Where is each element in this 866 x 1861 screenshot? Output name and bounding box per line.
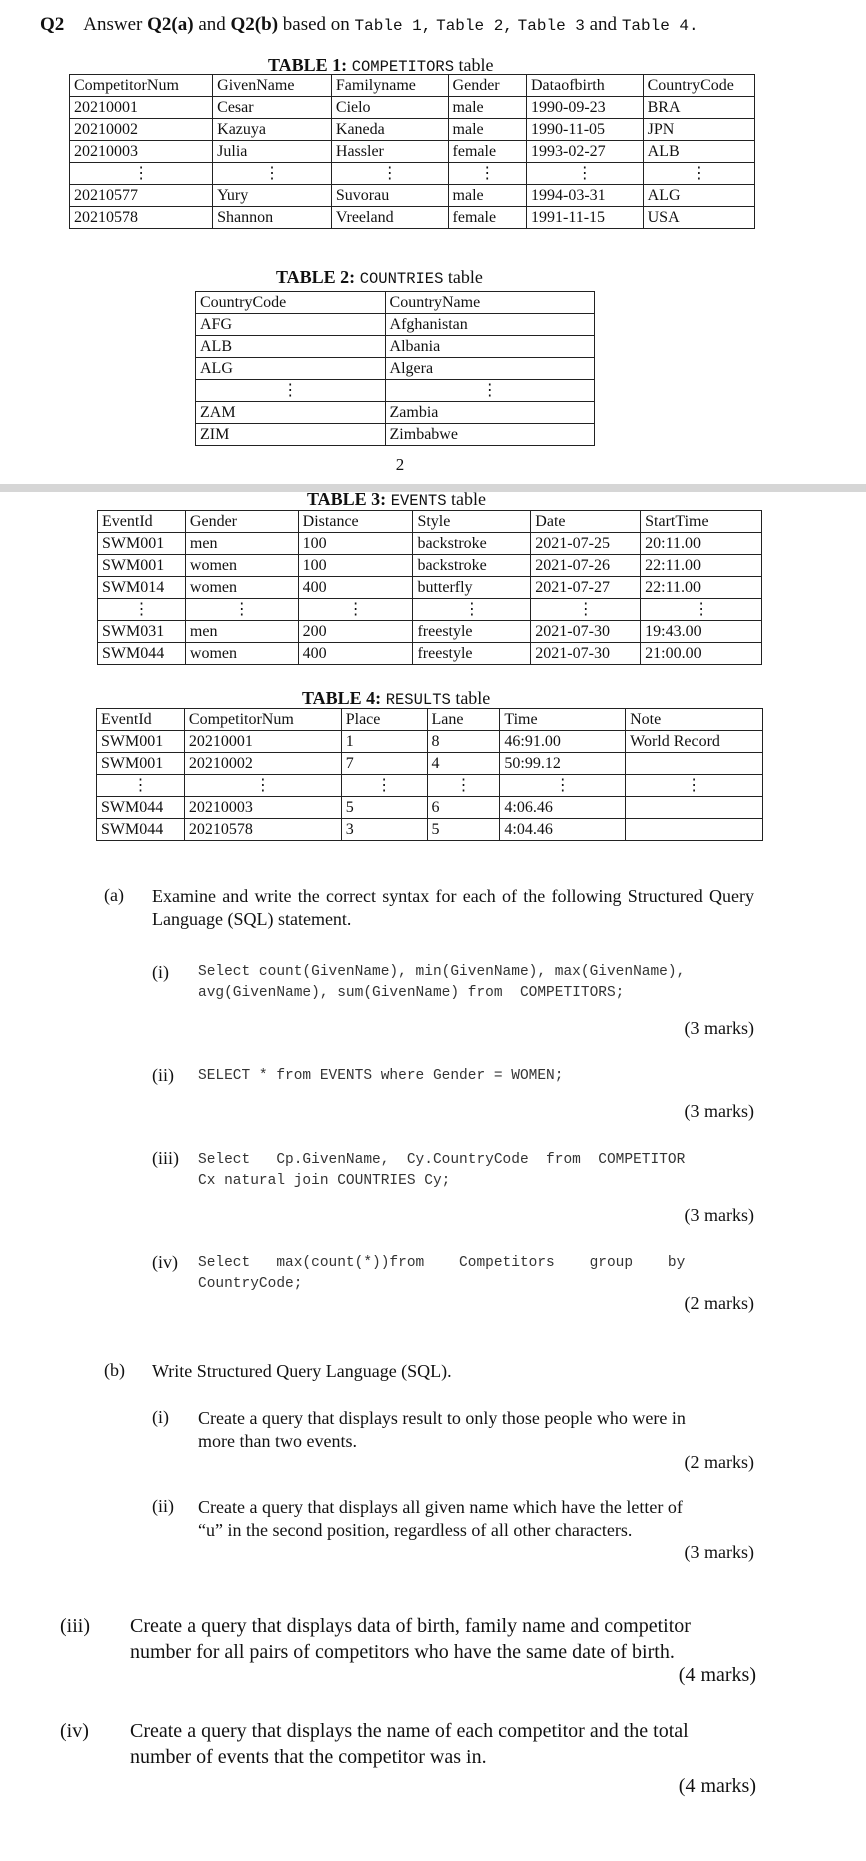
results-row [97,731,763,753]
b-i-line2: more than two events. [198,1431,357,1451]
results-cell: 4 [427,753,500,775]
competitors-cell: male [448,119,526,141]
competitors-row [70,141,755,163]
results-cell: 46:91.00 [500,731,626,753]
part-a-label: (a) [104,885,124,905]
table4-caption-suffix: table [450,688,491,708]
b-iv-text [130,1718,762,1770]
b-iv-num: (iv) [60,1720,89,1742]
competitors-cell: Yury [213,185,332,207]
countries-cell: ⋮ [196,380,386,402]
b-ii-text [198,1496,754,1542]
b-iii-line2: number for all pairs of competitors who have the same date of birth. [130,1641,675,1663]
events-cell: ⋮ [98,599,186,621]
countries-header-cell: CountryCode [196,292,386,314]
competitors-cell: 20210577 [70,185,213,207]
competitors-cell: Shannon [213,207,332,229]
competitors-cell: 1990-11-05 [526,119,643,141]
ref-table-3: Table 3 [517,17,585,35]
a-iv-code [198,1253,685,1295]
ref-table-4: Table 4. [621,17,699,35]
results-header-cell: Lane [427,709,500,731]
competitors-cell: 1994-03-31 [526,185,643,207]
events-cell: men [185,533,298,555]
competitors-cell: JPN [643,119,754,141]
competitors-header-cell: GivenName [213,75,332,97]
competitors-cell: 1993-02-27 [526,141,643,163]
events-cell: 2021-07-25 [531,533,641,555]
intro-q2a: Q2(a) [147,14,194,35]
events-cell: SWM044 [98,643,186,665]
competitors-cell: USA [643,207,754,229]
results-cell [626,819,763,841]
events-row [98,533,762,555]
competitors-table [69,74,755,229]
results-cell: 4:04.46 [500,819,626,841]
events-cell: men [185,621,298,643]
results-cell: 7 [341,753,427,775]
competitors-header-cell: Gender [448,75,526,97]
events-row [98,577,762,599]
events-header-cell: Date [531,511,641,533]
a-i-num: (i) [152,962,169,982]
results-row [97,775,763,797]
competitors-cell: Kazuya [213,119,332,141]
countries-table [195,291,595,446]
competitors-cell: BRA [643,97,754,119]
intro-based: based on [278,14,355,35]
results-header-row [97,709,763,731]
table2-caption-name: COUNTRIES [359,270,444,288]
b-ii-num: (ii) [152,1496,174,1516]
results-cell: SWM044 [97,797,185,819]
events-header-cell: Distance [298,511,413,533]
page-number: 2 [395,455,405,474]
events-cell: SWM001 [98,533,186,555]
intro-and: and [193,14,231,35]
a-i-marks: (3 marks) [684,1018,754,1038]
results-row [97,819,763,841]
results-cell: 5 [427,819,500,841]
results-cell: 4:06.46 [500,797,626,819]
countries-row [196,336,595,358]
a-i-code-line2: avg(GivenName), sum(GivenName) from COMPETITORS; [198,985,625,1001]
table2-caption [276,267,483,288]
competitors-cell: 1990-09-23 [526,97,643,119]
events-cell: 2021-07-26 [531,555,641,577]
competitors-cell: ⋮ [526,163,643,185]
a-iii-num: (iii) [152,1148,179,1168]
a-iii-code-line1: Select Cp.GivenName, Cy.CountryCode from COMPETITOR [198,1152,686,1168]
table2-caption-suffix: table [443,267,483,287]
table2-caption-prefix: TABLE 2: [276,267,360,287]
competitors-cell: 20210003 [70,141,213,163]
a-iii-code [198,1150,685,1192]
events-row [98,555,762,577]
countries-header-cell: CountryName [385,292,594,314]
competitors-cell: ⋮ [643,163,754,185]
competitors-cell: female [448,141,526,163]
countries-row [196,402,595,424]
events-cell: SWM014 [98,577,186,599]
table1-caption-prefix: TABLE 1: [268,55,352,75]
events-row [98,599,762,621]
table3-caption-suffix: table [446,489,486,509]
a-ii-code: SELECT * from EVENTS where Gender = WOMEN; [198,1068,564,1084]
competitors-cell: 20210001 [70,97,213,119]
countries-row [196,424,595,446]
results-cell [626,797,763,819]
countries-row [196,358,595,380]
results-cell: ⋮ [341,775,427,797]
results-cell: ⋮ [97,775,185,797]
b-i-line1: Create a query that displays result to only those people who were in [198,1408,686,1428]
results-row [97,797,763,819]
table1-caption [268,55,494,76]
a-ii-marks: (3 marks) [684,1101,754,1121]
events-cell: freestyle [413,643,531,665]
events-cell: SWM031 [98,621,186,643]
events-cell: 2021-07-27 [531,577,641,599]
results-cell: 20210001 [184,731,341,753]
results-cell: 20210002 [184,753,341,775]
a-iv-num: (iv) [152,1252,178,1272]
countries-header-row [196,292,595,314]
countries-cell: ALG [196,358,386,380]
a-iv-code-line2: CountryCode; [198,1276,303,1292]
results-header-cell: EventId [97,709,185,731]
events-header-cell: Style [413,511,531,533]
part-a-instruction: Examine and write the correct syntax for each of the following Structured Query Language (SQL) statement. [152,886,754,929]
table4-caption-name: RESULTS [385,691,451,709]
competitors-header-cell: Familyname [331,75,448,97]
results-header-cell: Note [626,709,763,731]
results-cell: SWM001 [97,731,185,753]
intro-text: Answer [83,14,148,35]
results-table [96,708,763,841]
ref-table-1: Table 1, [354,17,432,35]
competitors-cell: Hassler [331,141,448,163]
competitors-cell: ⋮ [70,163,213,185]
events-cell: 2021-07-30 [531,621,641,643]
results-cell: ⋮ [184,775,341,797]
events-cell: women [185,643,298,665]
b-i-num: (i) [152,1407,169,1427]
countries-row [196,314,595,336]
competitors-cell: 1991-11-15 [526,207,643,229]
b-iv-marks: (4 marks) [678,1775,756,1797]
events-row [98,643,762,665]
table3-caption [307,489,486,510]
countries-cell: Zambia [385,402,594,424]
competitors-cell: male [448,97,526,119]
results-cell: 50:99.12 [500,753,626,775]
results-cell: 3 [341,819,427,841]
question-number: Q2 [40,14,65,35]
events-cell: ⋮ [641,599,762,621]
part-b-instruction: Write Structured Query Language (SQL). [152,1361,452,1381]
events-cell: freestyle [413,621,531,643]
a-iv-code-line1: Select max(count(*))from Competitors group by [198,1255,686,1271]
countries-cell: Albania [385,336,594,358]
b-iii-text [130,1613,762,1665]
competitors-row [70,97,755,119]
part-b-label: (b) [104,1360,125,1380]
results-cell: SWM044 [97,819,185,841]
events-cell: ⋮ [413,599,531,621]
competitors-cell: male [448,185,526,207]
competitors-cell: Suvorau [331,185,448,207]
countries-cell: ALB [196,336,386,358]
results-header-cell: Time [500,709,626,731]
competitors-cell: ⋮ [213,163,332,185]
table1-caption-suffix: table [454,55,494,75]
events-cell: 400 [298,643,413,665]
results-cell: ⋮ [500,775,626,797]
question-header [40,14,699,36]
a-iii-marks: (3 marks) [684,1205,754,1225]
competitors-cell: ALG [643,185,754,207]
b-ii-line1: Create a query that displays all given name which have the letter of [198,1497,683,1517]
competitors-cell: ⋮ [448,163,526,185]
competitors-header-row [70,75,755,97]
b-i-text [198,1407,754,1453]
table3-caption-name: EVENTS [390,492,447,510]
events-cell: SWM001 [98,555,186,577]
countries-cell: Afghanistan [385,314,594,336]
a-ii-num: (ii) [152,1065,174,1085]
a-i-code-line1: Select count(GivenName), min(GivenName), max(GivenName), [198,964,686,980]
countries-cell: Zimbabwe [385,424,594,446]
events-header-cell: EventId [98,511,186,533]
events-cell: ⋮ [185,599,298,621]
intro-q2b: Q2(b) [230,14,279,35]
competitors-header-cell: Dataofbirth [526,75,643,97]
results-row [97,753,763,775]
events-cell: ⋮ [298,599,413,621]
results-cell: ⋮ [626,775,763,797]
b-iv-line2: number of events that the competitor was in. [130,1746,487,1768]
a-iii-code-line2: Cx natural join COUNTRIES Cy; [198,1173,451,1189]
countries-cell: Algera [385,358,594,380]
competitors-row [70,163,755,185]
a-i-code [198,962,685,1004]
table1-caption-name: COMPETITORS [351,58,455,76]
b-ii-line2: “u” in the second position, regardless of all other characters. [198,1520,633,1540]
results-cell: 1 [341,731,427,753]
events-cell: 200 [298,621,413,643]
events-cell: butterfly [413,577,531,599]
table4-caption-prefix: TABLE 4: [302,688,386,708]
countries-row [196,380,595,402]
competitors-cell: Cesar [213,97,332,119]
competitors-cell: ALB [643,141,754,163]
countries-cell: AFG [196,314,386,336]
a-iv-marks: (2 marks) [684,1293,754,1313]
results-cell: 6 [427,797,500,819]
b-iii-num: (iii) [60,1615,90,1637]
competitors-cell: Kaneda [331,119,448,141]
countries-cell: ⋮ [385,380,594,402]
results-cell: 20210003 [184,797,341,819]
events-header-cell: Gender [185,511,298,533]
countries-cell: ZAM [196,402,386,424]
events-cell: 22:11.00 [641,577,762,599]
intro-and-2: and [589,14,618,35]
events-cell: 22:11.00 [641,555,762,577]
events-cell: 20:11.00 [641,533,762,555]
competitors-cell: female [448,207,526,229]
table4-caption [302,688,490,709]
results-header-cell: Place [341,709,427,731]
competitors-cell: Julia [213,141,332,163]
results-cell: 20210578 [184,819,341,841]
results-header-cell: CompetitorNum [184,709,341,731]
competitors-row [70,119,755,141]
b-ii-marks: (3 marks) [684,1542,754,1562]
results-cell: ⋮ [427,775,500,797]
events-cell: women [185,555,298,577]
competitors-cell: Cielo [331,97,448,119]
events-cell: 19:43.00 [641,621,762,643]
b-iv-line1: Create a query that displays the name of each competitor and the total [130,1720,689,1742]
events-row [98,621,762,643]
events-cell: 100 [298,555,413,577]
events-cell: 100 [298,533,413,555]
results-cell: World Record [626,731,763,753]
events-header-cell: StartTime [641,511,762,533]
events-cell: backstroke [413,533,531,555]
results-cell: 5 [341,797,427,819]
competitors-cell: Vreeland [331,207,448,229]
events-table [97,510,762,665]
b-iii-marks: (4 marks) [678,1664,756,1686]
table3-caption-prefix: TABLE 3: [307,489,391,509]
countries-cell: ZIM [196,424,386,446]
ref-table-2: Table 2, [436,17,513,35]
competitors-header-cell: CompetitorNum [70,75,213,97]
events-cell: backstroke [413,555,531,577]
competitors-row [70,207,755,229]
events-cell: 2021-07-30 [531,643,641,665]
b-iii-line1: Create a query that displays data of birth, family name and competitor [130,1615,691,1637]
results-cell: SWM001 [97,753,185,775]
events-cell: women [185,577,298,599]
events-cell: 21:00.00 [641,643,762,665]
competitors-cell: ⋮ [331,163,448,185]
events-cell: ⋮ [531,599,641,621]
results-cell [626,753,763,775]
competitors-cell: 20210578 [70,207,213,229]
results-cell: 8 [427,731,500,753]
competitors-row [70,185,755,207]
events-cell: 400 [298,577,413,599]
b-i-marks: (2 marks) [684,1452,754,1472]
competitors-cell: 20210002 [70,119,213,141]
events-header-row [98,511,762,533]
competitors-header-cell: CountryCode [643,75,754,97]
